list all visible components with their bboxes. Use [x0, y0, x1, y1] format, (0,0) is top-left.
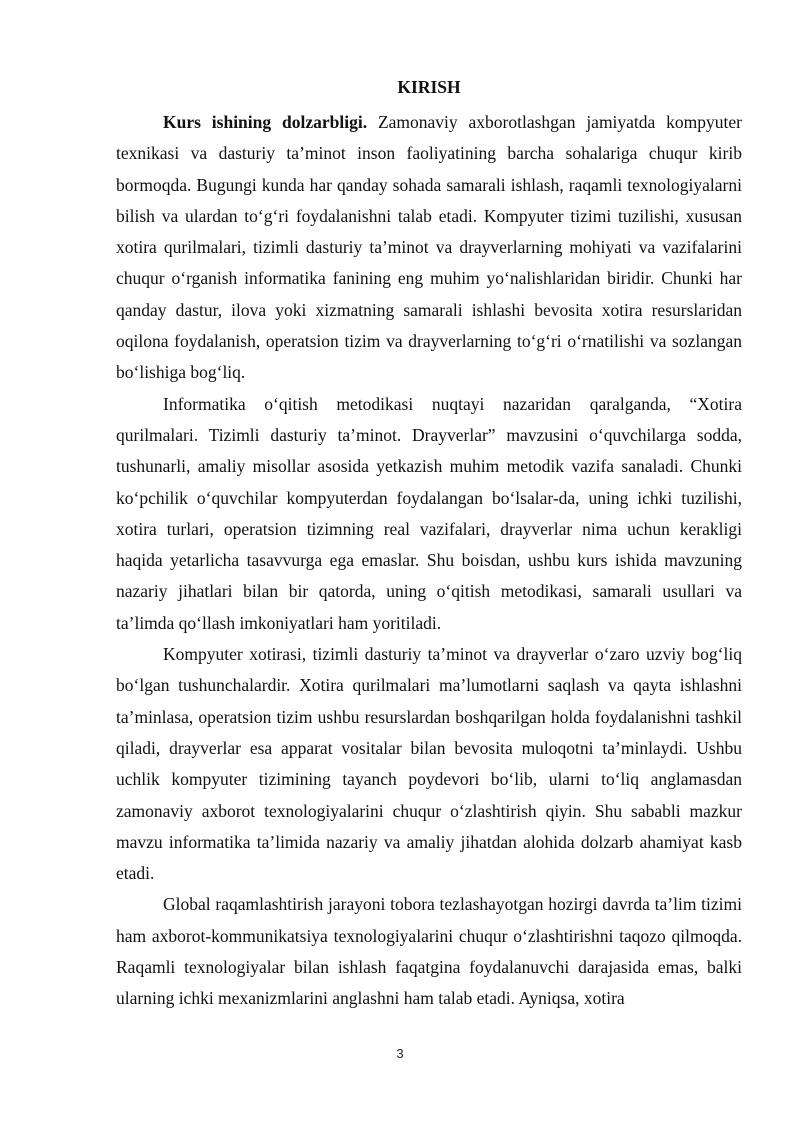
document-page	[116, 75, 742, 1015]
paragraph-digitalization: Global raqamlashtirish jarayoni tobora tezlashayotgan hozirgi davrda ta’lim tizimi ham axborot-kommunikatsiya texnologiyalarini chuqur o‘zlashtirishni taqozo qilmoqda. Raqamli texnologiyalar bilan ishlash faqatgina foydalanuvchi darajasida emas, balki ularning ichki mexanizmlarini anglashni ham talab etadi. Ayniqsa, xotira	[116, 894, 742, 1009]
page-number: 3	[396, 1046, 404, 1061]
section-title: KIRISH	[397, 77, 461, 97]
paragraph-lead-heading: Kurs ishining dolzarbligi.	[163, 112, 368, 132]
paragraph-methodology: Informatika o‘qitish metodikasi nuqtayi nazaridan qaralganda, “Xotira qurilmalari. Tizimli dasturiy ta’minot. Drayverlar” mavzusini o‘quvchilarga sodda, tushunarli, amaliy misollar asosida yetkazish muhim metodik vazifa sanaladi. Chunki ko‘pchilik o‘quvchilar kompyuterdan foydalangan bo‘lsalar-da, uning ichki tuzilishi, xotira turlari, operatsion tizimning real vazifalari, drayverlar nima uchun kerakligi haqida yetarlicha tasavvurga ega emaslar. Shu boisdan, ushbu kurs ishida mavzuning nazariy jihatlari bilan bir qatorda, uning o‘qitish metodikasi, samarali usullari va ta’limda qo‘llash imkoniyatlari ham yoritiladi.	[116, 393, 742, 633]
paragraph-relevance	[116, 107, 742, 389]
paragraph-concepts: Kompyuter xotirasi, tizimli dasturiy ta’minot va drayverlar o‘zaro uzviy bog‘liq bo‘lgan tushunchalardir. Xotira qurilmalari ma’lumotlarni saqlash va qayta ishlashni ta’minlasa, operatsion tizim ushbu resurslardan boshqarilgan holda foydalanishni tashkil qiladi, drayverlar esa apparat vositalar bilan bevosita muloqotni ta’minlaydi. Ushbu uchlik kompyuter tizimining tayanch poydevori bo‘lib, ularni to‘liq anglamasdan zamonaviy axborot texnologiyalarini chuqur o‘zlashtirish qiyin. Shu sababli mazkur mavzu informatika ta’limida nazariy va amaliy jihatdan alohida dolzarb ahamiyat kasb etadi.	[116, 644, 742, 884]
paragraph-text: Zamonaviy axborotlashgan jamiyatda kompyuter texnikasi va dasturiy ta’minot inson faoliyatining barcha sohalariga chuqur kirib bormoqda. Bugungi kunda har qanday sohada samarali ishlash, raqamli texnologiyalarni bilish va ulardan to‘g‘ri foydalanishni talab etadi. Kompyuter tizimi tuzilishi, xususan xotira qurilmalari, tizimli dasturiy ta’minot va drayverlarning mohiyati va vazifalarini chuqur o‘rganish informatika fanining eng muhim yo‘nalishlaridan biridir. Chunki har qanday dastur, ilova yoki xizmatning samarali ishlashi bevosita xotira resurslaridan oqilona foydalanish, operatsion tizim va drayverlarning to‘g‘ri o‘rnatilishi va sozlangan bo‘lishiga bog‘liq.	[116, 112, 743, 383]
